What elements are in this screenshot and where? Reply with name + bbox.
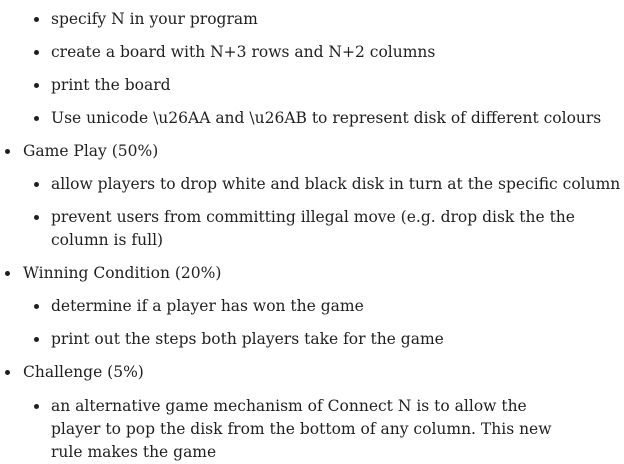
list-item-text: an alternative game mechanism of Connect N is to allow the player to pop the disk from the bottom of any column. This new rule makes the game: [51, 397, 552, 461]
sub-list-challenge: [0, 395, 581, 464]
list-item-text: create a board with N+3 rows and N+2 columns: [51, 43, 436, 61]
list-item-text: Use unicode \u26AA and \u26AB to represent disk of different colours: [51, 109, 602, 127]
bullet-icon: [34, 182, 39, 187]
list-item: [0, 74, 601, 107]
section-title: Challenge (5%): [23, 363, 144, 381]
sub-list-board: [0, 8, 601, 140]
bullet-icon: [34, 83, 39, 88]
bullet-icon: [34, 50, 39, 55]
bullet-icon: [34, 304, 39, 309]
list-item: [0, 295, 444, 328]
sub-list-winning-condition: [0, 295, 444, 351]
list-item-text: print the board: [51, 76, 171, 94]
section-heading: [0, 140, 158, 163]
list-item: [0, 395, 581, 464]
section-title: Winning Condition (20%): [23, 264, 222, 282]
list-item: [0, 173, 620, 206]
list-item: [0, 107, 601, 140]
sub-list-game-play: [0, 173, 620, 252]
bullet-icon: [5, 370, 10, 375]
bullet-icon: [34, 215, 39, 220]
section-winning-condition: [0, 262, 221, 285]
bullet-icon: [34, 404, 39, 409]
list-item-text: allow players to drop white and black disk in turn at the specific column: [51, 175, 621, 193]
list-item: [0, 8, 601, 41]
section-title: Game Play (50%): [23, 142, 159, 160]
bullet-icon: [34, 17, 39, 22]
list-item-text: print out the steps both players take for the game: [51, 330, 444, 348]
bullet-icon: [5, 271, 10, 276]
list-item-text: specify N in your program: [51, 10, 258, 28]
bullet-icon: [34, 337, 39, 342]
list-item-text: determine if a player has won the game: [51, 297, 364, 315]
list-item-text: prevent users from committing illegal move (e.g. drop disk the the column is full): [51, 208, 575, 249]
section-challenge: [0, 361, 144, 384]
list-item: [0, 328, 444, 351]
list-item: [0, 41, 601, 74]
section-game-play: [0, 140, 158, 163]
bullet-icon: [34, 116, 39, 121]
section-heading: [0, 361, 144, 384]
section-heading: [0, 262, 221, 285]
list-item: [0, 206, 620, 252]
bullet-icon: [5, 149, 10, 154]
